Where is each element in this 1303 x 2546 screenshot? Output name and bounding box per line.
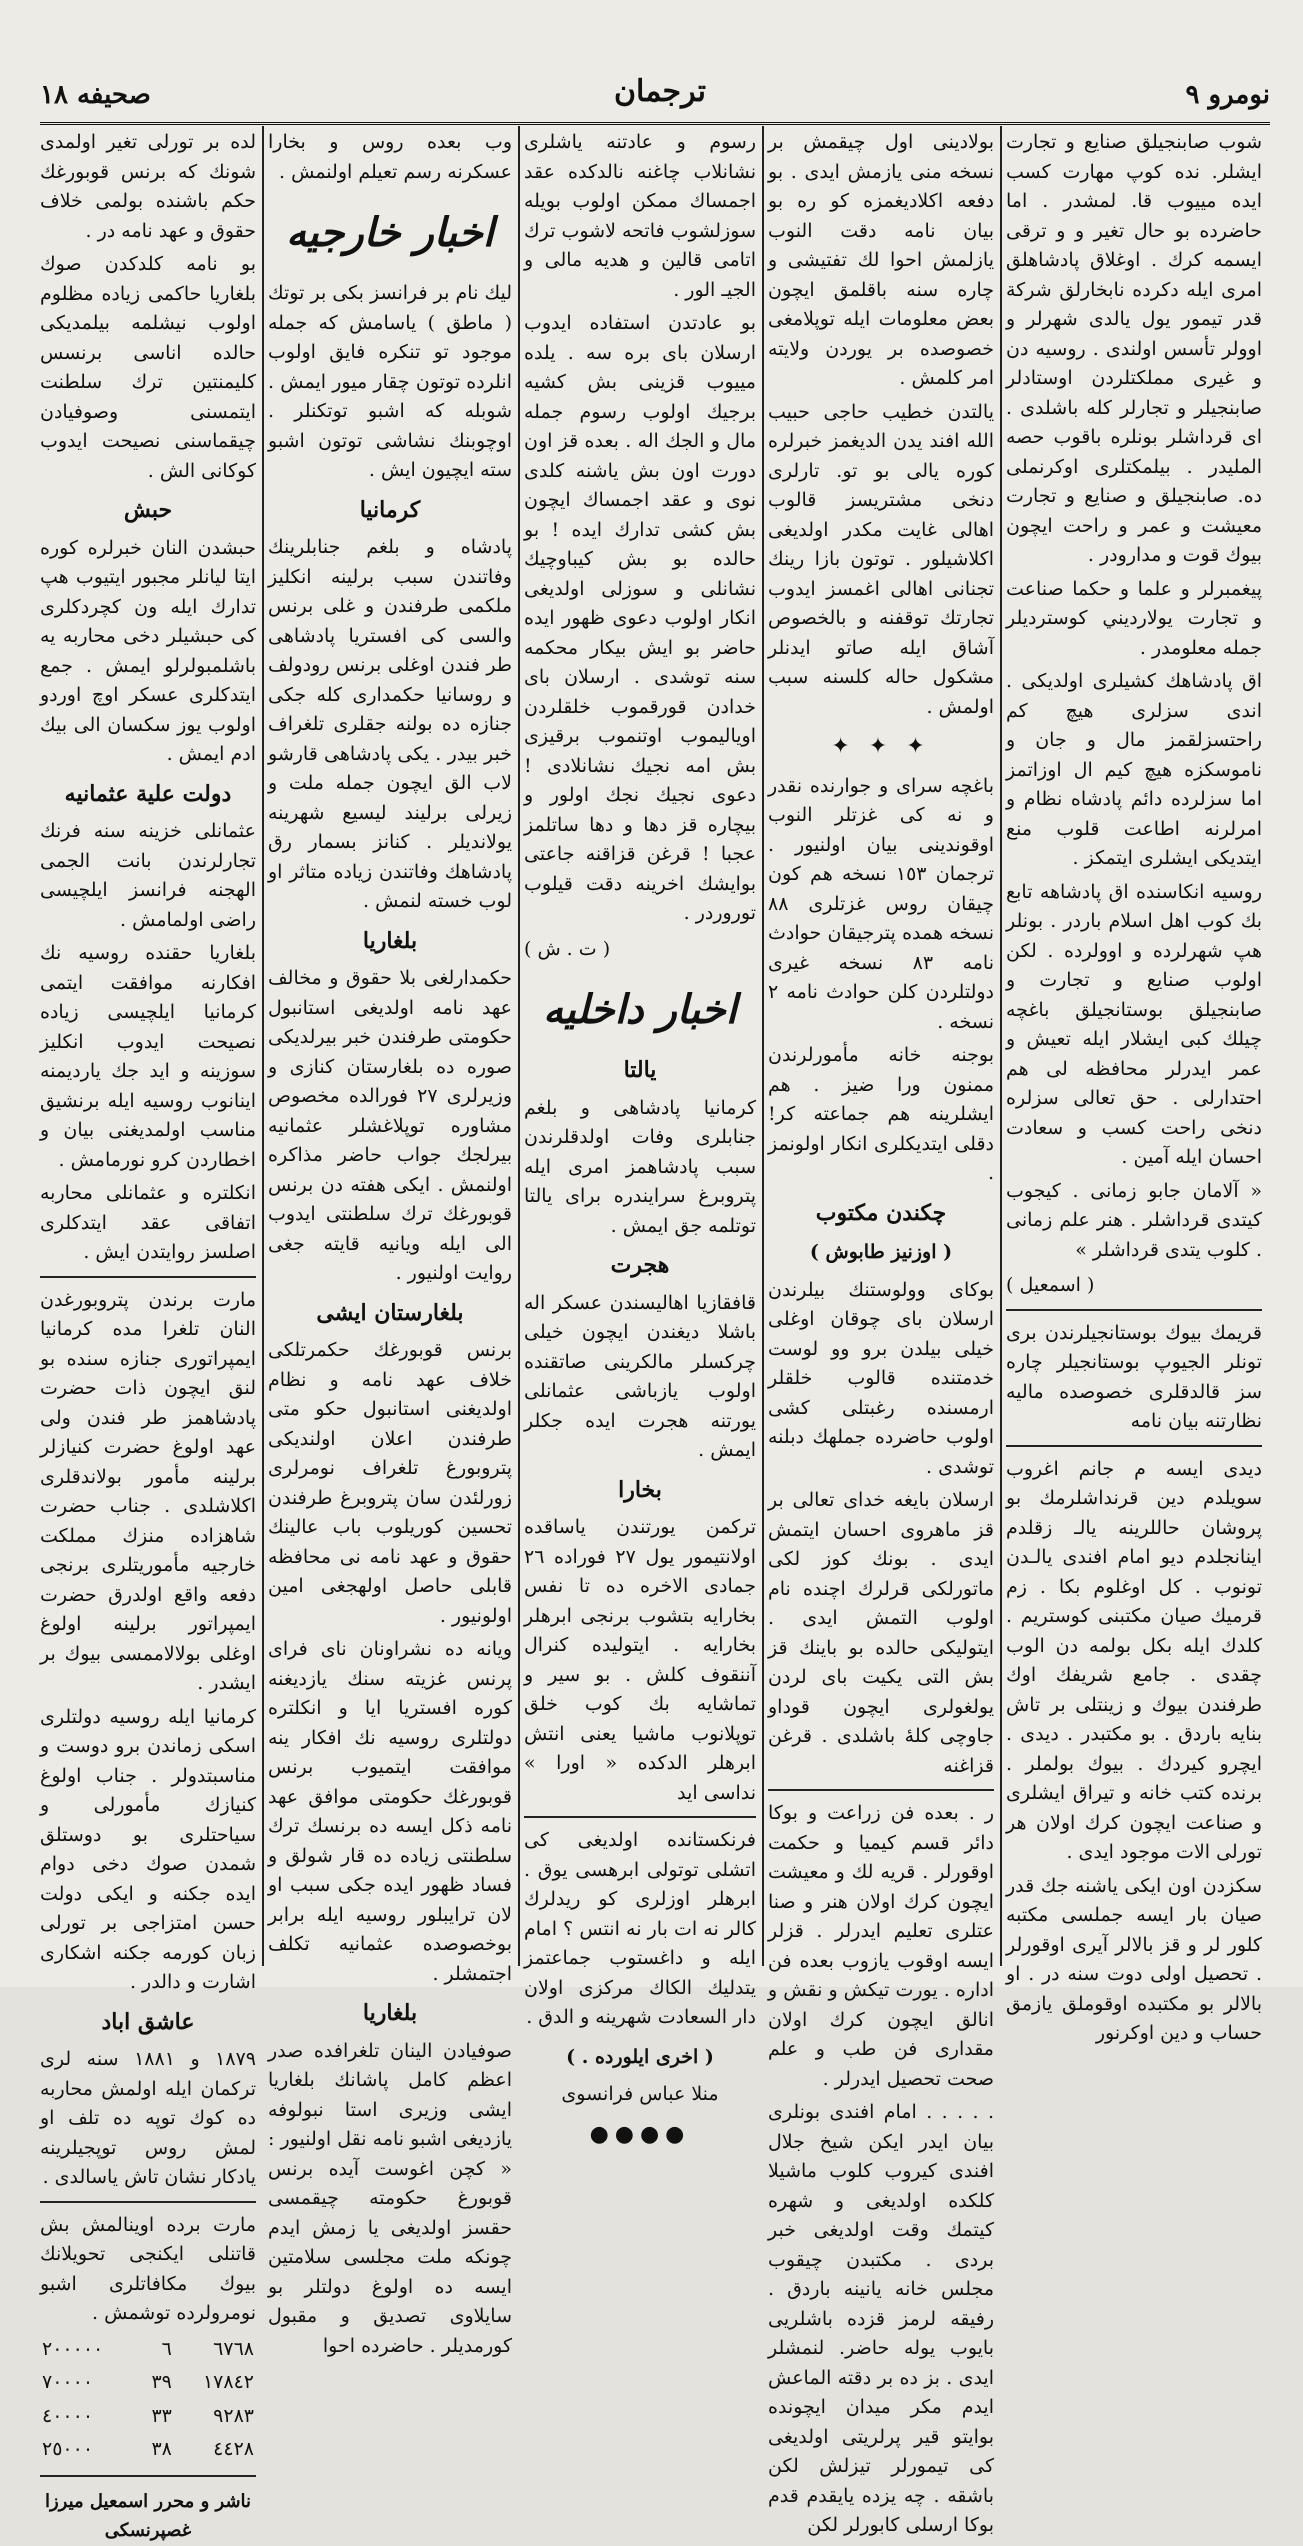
article-paragraph: پيغمبرلر و علما و حكما صناعت و تجارت يولارديني كوسترديلر جمله معلومدر . — [1006, 577, 1262, 659]
article-paragraph: ١٨٧٩ و ١٨٨١ سنه لرى تركمان ايله اولمش محاربه ده كوك توپه ده تلف او لمش روس توپجيلرينه يادكار نشان تاش ياسالدى . — [40, 2048, 256, 2188]
table-row — [40, 2400, 256, 2434]
prize-amount: ٢٠٠٠٠٠ — [42, 2337, 104, 2360]
author-signature: منلا عباس فرانسوى — [561, 2083, 719, 2105]
series-number: ٣٣ — [151, 2404, 172, 2427]
article-paragraph: حبشدن النان خبرلره كوره ايتا ليانلر مجبور ايتيوب هپ تدارك ايله ون كچردكلرى كى حبشيلر دخى محاربه يه باشلمبولرلو ايمش . جمع ايتدكلرى عسكر اوچ اوردو اولوب يوز سكسان الى بيك ادم ايمش . — [40, 536, 256, 765]
article-paragraph: مارت برده اوينالمش بش قاتنلى ايكنجى تحويلانك بيوك مكافاتلرى اشبو نومرولرده توشمش . — [40, 2213, 256, 2324]
table-row — [40, 2433, 256, 2467]
article-paragraph: روسيه انكاسنده اق پادشاهه تابع بك كوب اهل اسلام باردر . بونلر هپ شهرلرده و اوولرده . لكن اولوب صنايع و تجارت و صابنجيلق بوستانجيلق باغچه چيلك كبى ايشلار ايله تعيش و عمر ايدرلر محافظه لى هم احتدارلى . حق تعالى سزلره دنخى راحت كسب و سعادت احسان ايله آمين . — [1006, 880, 1262, 1168]
article-paragraph: باغچه سراى و جوارنده نقدر و نه كى غزتلر النوب اوقوندينى بيان اولنيور . ترجمان ١٥٣ نسخه هم كون چيقان روس غزتلرى ٨٨ نسخه همده پترجيقان حوادث نامه ٨٣ نسخه غيرى دولتلردن كلن حوادث نامه ٢ نسخه . — [768, 774, 995, 1033]
article-paragraph: بوجنه خانه مأمورلرندن ممنون ورا ضيز . هم ايشلرينه هم جماعته كر! دقلى ايتديكلرى انكار اولونمز . — [768, 1044, 994, 1184]
column-divider — [262, 126, 264, 1966]
section-rule — [1006, 1309, 1262, 1311]
column-2 — [768, 128, 995, 2536]
column-divider — [1000, 126, 1002, 1966]
article-paragraph: فرنكستانده اولديغى كى اتشلى توتولى ابرهسى يوق . ابرهلر اوزلرى كو ريدلرك كالر نه ات بار نه انتس ؟ امام ايله و داغستوب جماعتمز يتدليك الكاك مركزى اولان دار السعادت شهرينه و الدق . — [524, 1829, 756, 2028]
domestic-news-heading: اخبار داخليه — [543, 986, 737, 1033]
publisher-line: ناشر و محرر اسمعيل ميرزا غصپرنسكى — [44, 2490, 252, 2541]
newspaper-title: ترجمان — [614, 74, 706, 109]
article-paragraph: ر . بعده فن زراعت و بوكا دائر قسم كيميا و حكمت اوقورلر . قريه لك و معيشت ايچون كرك اولان هنر و صنا عتلرى تعليم ايدرلر . قزلر ايسه اوقوب يازوب بعده فن اداره . يورت تيكش و نقش و انالق ايچون كرك اولان مقدارى فن طب و علم صحت تحصيل ايدرلر . — [768, 1802, 994, 2090]
series-number: ٣٩ — [151, 2371, 172, 2393]
article-paragraph: ارسلان بايغه خداى تعالى بر قز ماهروى احسان ايتمش ايدى . بونك كوز لكى ماتورلكى قرلرك اچنده نام اولوب التمش ايدى . ايتوليكى حالده بو باينك قز بش التى يكيت باى لردن يولغولرى ايچون قوداو جاوچى كلهٔ باشلدى . قرغن قزاغنه — [768, 1489, 994, 1777]
prize-amount: ٢٥٠٠٠ — [42, 2438, 94, 2460]
masthead — [40, 70, 1270, 122]
page-number: صحيفه ١٨ — [40, 80, 151, 110]
article-paragraph: بلغاريا حقنده روسيه نك افكارنه موافقت ايتمى كرمانيا ايلچيسى زياده نصيحت ايدوب انكليز سوزينه و ايد جك يارديمنه اينانوب روسيه ايله برنشيق مناسب اولمديغنى بيان و اخطاردن كرو نورمامش . — [40, 942, 256, 1171]
ticket-number: ٩٢٨٣ — [213, 2404, 254, 2427]
column-3 — [524, 128, 756, 2147]
section-heading: دولت علية عثمانيه — [64, 780, 232, 807]
article-paragraph: عثمانلى خزينه سنه فرنك تجارلرندن بانت الجمى الهجنه فرانسز ايلچيسى راضى اولمامش . — [40, 820, 256, 931]
article-paragraph: انكلتره و عثمانلى محاربه اتفاقى عقد ايتدكلرى اصلسز روايتدن ايش . — [40, 1182, 256, 1263]
author-signature: ( اسمعيل ) — [1006, 1274, 1095, 1296]
article-paragraph: « آلامان جابو زمانى . كيجوب كيتدى قرداشلر . هنر علم زمانى . كلوب يتدى قرداشلر » — [1006, 1179, 1262, 1261]
column-4 — [268, 128, 512, 2357]
section-rule — [40, 1276, 256, 1278]
prize-amount: ٧٠٠٠٠ — [42, 2371, 94, 2393]
ornament-divider: ●●●● — [589, 2121, 691, 2147]
article-paragraph: قريمك بيوك بوستانجيلرندن برى تونلر الجيوپ بوستانجيلر چاره سز قالدقلرى خصوصده ماليه نظارتنه بيان نامه — [1006, 1321, 1262, 1432]
article-paragraph: وب بعده روس و بخارا عسكرنه رسم تعيلم اولنمش . — [268, 131, 512, 183]
author-signature: ( ت . ش ) — [524, 937, 611, 960]
article-paragraph: شوب صابنجيلق صنايع و تجارت ايشلر. نده كوپ مهارت كسب ايده مييوب قا. لمشدر . اما حاضرده بو حال تغير و و ترقى ايسمه كرك . اوغلاق پادشاهلق امرى ايله دكرده نابخارلق شركة قدر تيمور يول يالدى شهرلر و اوولر تأسس اولندى . روسيه دن و غيرى مملكتلردن اوستادلر صابنجيلر و تجارلر كله باشلدى . اى قرداشلر بونلره باقوب حصه المليدر . بيلمكتلرى اوكرنملى ده. صابنجيلق و صنايع و تجارت معيشت و عمر و راحت ايچون بيوك قوت و مدارودر . — [1006, 131, 1262, 566]
section-rule — [768, 1789, 994, 1791]
masthead-rule — [40, 122, 1270, 125]
section-heading: بلغاريا — [362, 927, 418, 954]
column-divider — [762, 126, 764, 1966]
section-heading: بلغارستان ايشى — [316, 1299, 464, 1326]
section-heading: چكندن مكتوب — [815, 1199, 947, 1226]
section-rule — [40, 2201, 256, 2203]
article-paragraph: بوكاى وولوستنك بيلرندن ارسلان باى چوقان اوغلى خيلى بيلدن برو وو لوست خدمتنده قالوب خلقلر ارمسنده رغبتلى كشى اولوب حاضرده جملهك دبلنه توشدى . — [768, 1278, 994, 1478]
series-number: ٦ — [161, 2337, 172, 2360]
continued-note: ( اخرى ايلورده . ) — [566, 2045, 714, 2068]
article-paragraph: رسوم و عادتنه ياشلرى نشانلاب چاغنه نالدكده عقد اجمساك ممكن اولوب بويله سوزلشوب فاتحه لاشوب ترك اتامى قالين و هديه مالى و الجيـ الور . — [524, 131, 756, 301]
section-heading: عاشق اباد — [101, 2008, 195, 2035]
table-row — [40, 2366, 256, 2400]
article-paragraph: بولادينى اول چيقمش بر نسخه منى يازمش ايدى . بو دفعه اكلاديغمزه كو ره بو بيان نامه دقت النوب يازلمش احوا لك تفتيشى و چاره سنه باقلمق ايچون بعض معلومات ايله توپلامغى خصوصده بر يوردن ولايته امر كلمش . — [768, 131, 994, 389]
article-paragraph: كرمانيا پادشاهى و بلغم جنابلرى وفات اولدقلرندن سبب پادشاهمز امرى ايله پتروبرغ سرايندره براى يالتا توتلمه جق ايمش . — [524, 1096, 756, 1237]
column-divider — [518, 126, 520, 1966]
article-paragraph: پادشاه و بلغم جنابلرينك وفاتندن سبب برلينه انكليز ملكمى طرفندن و غلى برنس والسى كى افستريا پادشاهى طر فندن اوغلى برنس رودولف و روسانيا حكمدارى كله جكى جنازه ده بولنه جقلرى تلغراف خبر بيدر . يكى پادشاهى قارشو لاب الق ايچون جمله ملت و زيرلى برليند ليسيع شهرينه يولانديلر . كنانز بسمار رق پادشاهك وفاتندن زياده متاثر او لوب خسته لنمش . — [268, 536, 512, 912]
article-paragraph: صوفيادن الينان تلغرافده صدر اعظم كامل پاشانك بلغاريا ايشى وزيرى استا نبولوفه يازديغى اشبو نامه نقل اولنيور : « كچن اغوست آيده برنس قوبورغ حكومته چيقمسى حقسز اولديغى يا زمش ايدم چونكه ملت مجلسى سلامتين ايسه ده اولوغ دولتلر بو سايلاوى تصديق و مقبول كورمديلر . حاضرده احوا — [268, 2039, 512, 2357]
section-heading: كرمانيا — [359, 496, 421, 523]
column-1 — [1006, 128, 1262, 2044]
article-paragraph: سكزدن اون ايكى ياشنه جك قدر صيان بار ايسه جملسى مكتبه كلور لر و قز بالالر آيرى اوقورلر . تحصيل اولى دوت سنه در . او بالالر بو مكتبده اوقوملق يازمق حساب و دين اوكرنور — [1006, 1874, 1262, 2044]
article-paragraph: حكمدارلغى بلا حقوق و مخالف عهد نامه اولديغى استانبول حكومتى طرفندن خبر بيرلديكى صوره ده بلغارستان كنازى و وزيرلرى ٢٧ فورالده مخصوص مشاوره توپلاغشلر عثمانيه بيرلجك جواب حاضر مذاكره اولنمش . ايكى هفته دن برنس قوبورغك ترك سلطنتى ايدوب الى ايله ويانيه قايته جغى روايت اولنيور . — [268, 967, 512, 1284]
section-subheading: ( اوزنيز طابوش ) — [809, 1241, 953, 1263]
table-row — [40, 2333, 256, 2367]
article-paragraph: برنس قوبورغك حكمرتلكى خلاف عهد نامه و نظام اولديغنى استانبول حكو متى طرفندن اعلان اولنديكى پتروبورغ تلغراف نومرلرى زورلئدن سان پتروبرغ طرفندن تحسين كوريلوب باب عالينك حقوق و عهد نامه نى محافظه قابلى حاصل اولهجغى امين اولونيور . — [268, 1339, 512, 1627]
issue-number: نومرو ٩ — [1185, 80, 1270, 110]
section-rule — [524, 1816, 756, 1818]
column-5 — [40, 128, 256, 2541]
lottery-results-table — [40, 2333, 256, 2467]
article-paragraph: يالتدن خطيب حاجى حبيب الله افند يدن الديغمز خبرلره كوره يالى بو تو. تارلرى دنخى مشتريسز قالوب اهالى غايت مكدر اولديغى اكلاشيلور . توتون بازا رينك تجنانى اهالى اغمسز ايدوب تجارتك توقفنه و بالخصوص آشاق ايله صاتو ايدنلر مشكول حاله كلسنه سبب اولمش . — [768, 400, 994, 718]
section-rule — [40, 2475, 256, 2477]
prize-amount: ٤٠٠٠٠ — [42, 2404, 94, 2427]
series-number: ٣٨ — [151, 2438, 172, 2460]
section-heading: يالتا — [623, 1057, 657, 1083]
article-paragraph: ليك نام بر فرانسز بكى بر توتك ( ماطق ) ياسامش كه جمله موجود تو تنكره فايق اولوب انلرده توتون چقار ميور ايمش . شوبله كه اشبو توتكنلر . اوچوبنك نشاشى توتون اشبو سته ايچيون ايش . — [268, 282, 512, 481]
article-paragraph: ديدى ايسه م جانم اغروب سويلدم دين قرنداشلرمك بو پروشان حاللرينه يالـ زقلدم اينانجلدم ديو امام افندى يالـدن تونوب . كل اوغلوم بكا . زم قرميك صيان مكتبنى كوستريم . كلدك ايله بكل بولمه دن الوب چقدى . جامع شريفك اوك طرفندن بيوك و زينتلى بر تاش بنايه باردق . بو مكتبدر . ديدى . ايچرو كيردك . بيوك بولملر . برنده كتب خانه و تيراق ايشلرى و صناعت ايچون كرك اولان هر تورلى الات موجود ايدى . — [1006, 1457, 1262, 1863]
article-paragraph: تركمن يورتندن ياساقده اولانتيمور يول ٢٧ فوراده ٢٦ جمادى الاخره ده تا نفس بخارايه بتشوب برنجى ابرهلر بخارايه . ايتوليده كنرال آننقوف كلش . بو سير و تماشايه بك كوب خلق توپلانوب ماشيا يعنى انتش ابرهلر الدكده « اورا » نداسى ايد — [524, 1516, 756, 1804]
ticket-number: ٤٤٢٨ — [213, 2438, 254, 2460]
section-heading: بلغاريا — [362, 2000, 418, 2026]
article-paragraph: كرمانيا ايله روسيه دولتلرى اسكى زماندن برو دوست و مناسبتدولر . جناب اولوغ كنيازك مأمورلى و سياحتلرى بو دوستلق شمدن صوك دخى دوام ايده جكنه و ايكى دولت حسن امتزاجى بر تورلى زبان كورمه جكنه اشكارى اشارت و دالدر . — [40, 1705, 256, 1993]
article-paragraph: قافقازيا اهاليسندن عسكر اله باشلا ديغندن ايچون خيلى چركسلر مالكرينى صاتقنده اولوب يازباشى عثمانلى يورتنه هجرت ايده جكلر ايمش . — [524, 1291, 756, 1461]
section-heading: بخارا — [618, 1476, 662, 1503]
section-heading: حبش — [123, 497, 173, 523]
article-paragraph: بو نامه كلدكدن صوك بلغاريا حاكمى زياده مظلوم اولوب نيشلمه بيلمديكى حالده اناسى برنسس كليمنتين ترك سلطنت ايتمسنى وصوفيادن چيقماسنى نصيحت ايدوب كوكانى الش . — [40, 253, 256, 482]
ornament-divider: ✦ ✦ ✦ — [831, 734, 931, 759]
ticket-number: ٦٧٦٨ — [213, 2337, 254, 2360]
article-paragraph: لده بر تورلى تغير اولمدى شونك كه برنس قوبورغك حكم باشنده بولمى خلاف حقوق و عهد نامه در . — [40, 131, 256, 242]
ticket-number: ١٧٨٤٢ — [202, 2371, 254, 2393]
foreign-news-heading: اخبار خارجيه — [286, 209, 494, 256]
article-paragraph: ويانه ده نشراونان ناى فراى پرنس غزيته سنك يازديغنه كوره افستريا ايا و انكلتره دولتلرى روسيه نك افكار ينه موافقت ايتميوب برنس قوبورغك حكومتى موافق عهد نامه ذكل ايسه ده برنسك ترك سلطنتى زياده ده قار شولق و فساد ظهور ايده جكى سبب او لان ترايبلور روسيه ايله برابر بوخصوصده عثمانيه تكلف اجتمشلر . — [268, 1638, 512, 1985]
section-rule — [1006, 1445, 1262, 1447]
article-paragraph: مارت برندن پتروبورغدن النان تلغرا مده كرمانيا ايمپراتورى جنازه سنده بو لنق ايچون ذات حضرت پادشاهمز طر فندن ولى عهد اولوغ حضرت كنيازلر برلينه مأمور بولاندقلرى اكلاشلدى . جناب حضرت شاهزاده منزك مملكت خارجيه مأموريتلرى برنجى دفعه واقع اولدرق حضرت ايمپراتور برلينه اولوغ اوغلى بولالاممسى بيوك بر ايشدر . — [40, 1288, 256, 1694]
article-paragraph: بو عادتدن استفاده ايدوب ارسلان باى بره سه . يلده مييوب قزينى بش كشيه برجيك اولوب رسوم جمله مال و الجك اله . بعده قز اون دورت اون بش ياشنه كلدى نوى و عقد اجمساك ايچون بش كشى تدارك ايده ! بو حالده بو بش كيباوچيك نشانلى و سوزلى اولديغى انكار اولوب دعوى ظهور ايده حاضر بو ايش بيكار محكمه سنه توشدى . ارسلان باى خدادن قورقموب خلقلردن اوياليموب اوتنموب برقيزى بش امه نجيك نشانلادى ! دعوى نجيك نجك اولور و بيچاره قز دها و دها ساتلمز عجبا ! قرغن قزاقنه جاعتى بوايشك اخرينه دقت قيلوب توروردر . — [524, 312, 756, 924]
section-heading: هجرت — [610, 1252, 670, 1278]
article-paragraph: . . . . . امام افندى بونلرى بيان ايدر ايكن شيخ جلال افندى كيروب كلوب ماشيلا كلكده اولديغى و شهره كيتمك وقت اولديغى خبر بردى . مكتبدن چيقوب مجلس خانه يانينه باردق . رفيقه لرمز قزده باشلريى بايوب يوله حاضر. لنمشلر ايدى . بز ده بر دقته الماعش ايدم مكر ميدان ايچونده بوايتو قير پرلريتى اولديغى كى تيمورلر تيزلش لكن باشقه . چه يزده يايقدم قدم بوكا ارسلى كابورلر لكن — [768, 2101, 994, 2536]
article-paragraph: اق پادشاهك كشيلرى اولديكى . اندى سزلرى هيچ كم راحتسزلقمز مال و جان و ناموسكزه هيچ كيم ال اوزاتمز اما سزلرده دائم پادشاه نظام و امرلرنه اطاعت قلوب منع ايتديكى ايشلرى ايتمكز . — [1006, 670, 1262, 869]
